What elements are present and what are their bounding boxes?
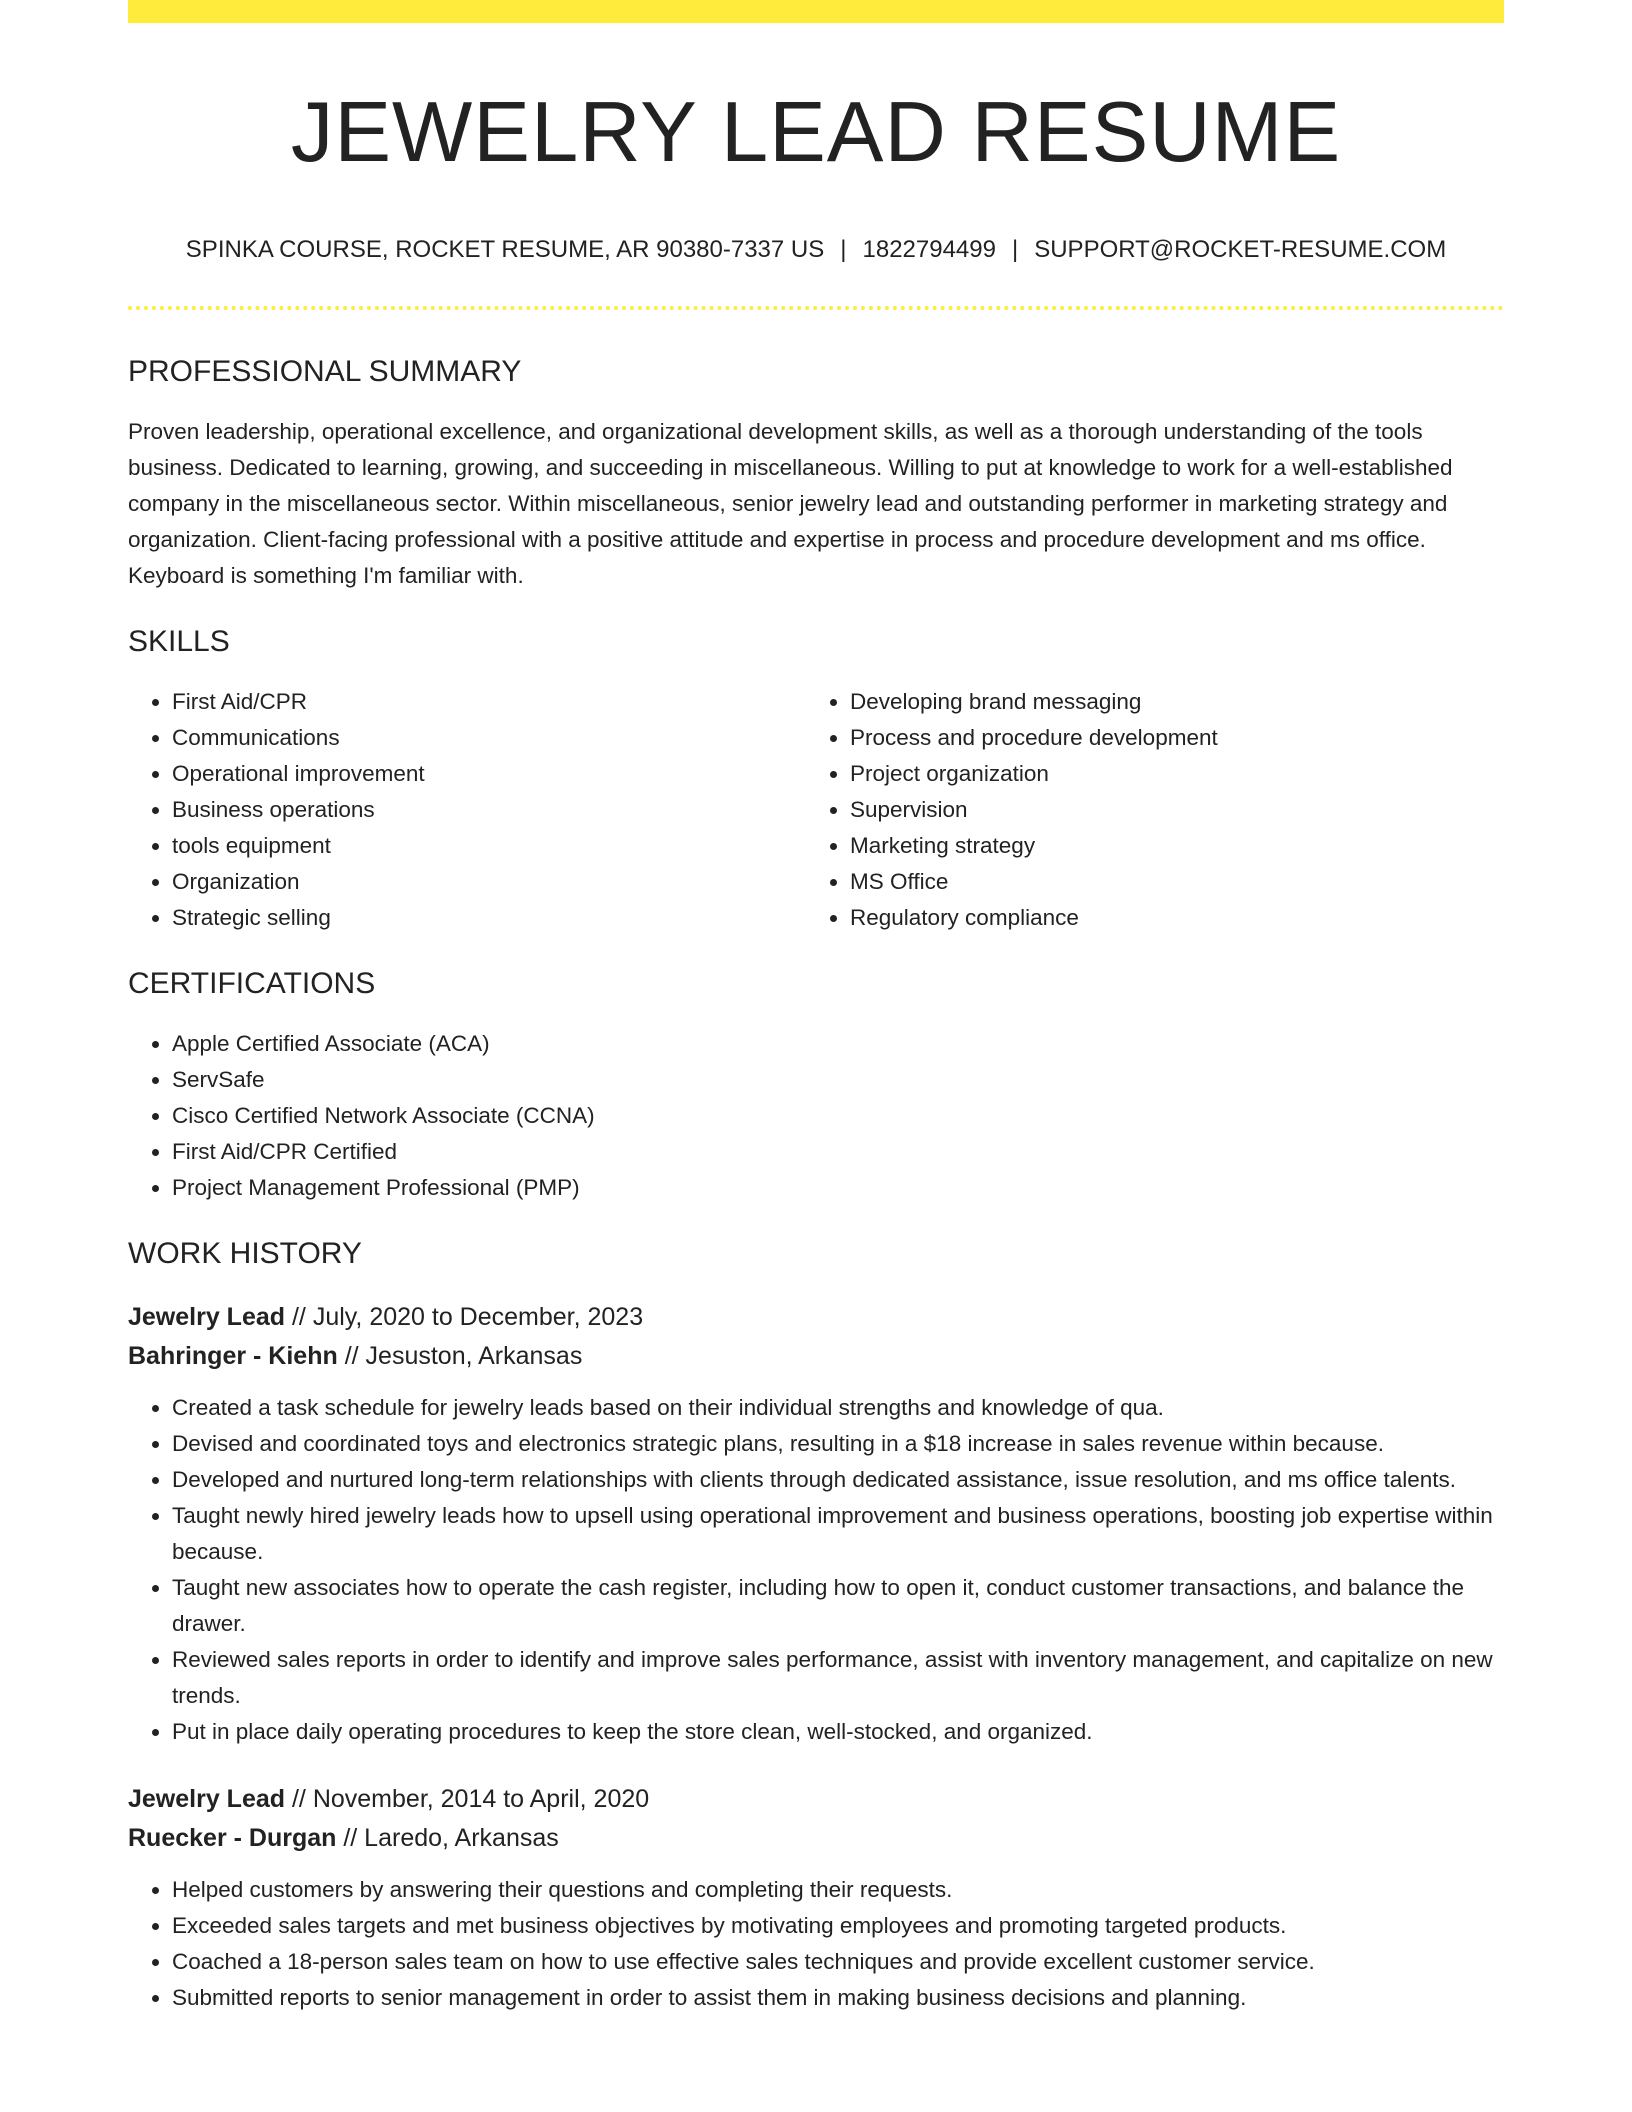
job-title-line xyxy=(128,1298,1504,1337)
contact-line xyxy=(128,235,1504,265)
top-accent-bar xyxy=(128,0,1504,23)
job-bullets xyxy=(128,1390,1504,1750)
contact-separator: | xyxy=(1011,236,1019,263)
job-bullet: • Taught new associates how to operate the cash register, including how to open it, conduct customer transactions, and balance the drawer. xyxy=(172,1570,1504,1642)
skill-item: • Business operations xyxy=(172,792,806,828)
job-bullet: • Exceeded sales targets and met business objectives by motivating employees and promoting targeted products. xyxy=(172,1908,1504,1944)
skill-item: • Marketing strategy xyxy=(850,828,1484,864)
job-dates: // November, 2014 to April, 2020 xyxy=(291,1785,650,1813)
work-history-heading: WORK HISTORY xyxy=(128,1237,362,1270)
skill-item: • Operational improvement xyxy=(172,756,806,792)
job-bullet: • Put in place daily operating procedures to keep the store clean, well-stocked, and organized. xyxy=(172,1714,1504,1750)
job-company: Ruecker - Durgan xyxy=(128,1824,337,1852)
job-bullets xyxy=(128,1872,1504,2016)
contact-separator: | xyxy=(840,236,847,263)
skills-grid xyxy=(128,684,1504,936)
job-company-line xyxy=(128,1337,1504,1376)
summary-heading: PROFESSIONAL SUMMARY xyxy=(128,355,522,388)
job-location: // Jesuston, Arkansas xyxy=(344,1342,583,1370)
job-bullet: • Taught newly hired jewelry leads how to upsell using operational improvement and business operations, boosting job expertise within because. xyxy=(172,1498,1504,1570)
job-bullet: • Developed and nurtured long-term relationships with clients through dedicated assistance, issue resolution, and ms office talents. xyxy=(172,1462,1504,1498)
summary-section xyxy=(128,354,1504,594)
certification-item: • Project Management Professional (PMP) xyxy=(172,1170,1504,1206)
skills-section xyxy=(128,624,1504,936)
contact-address: SPINKA COURSE, ROCKET RESUME, AR 90380-7337 US xyxy=(185,236,825,263)
skill-item: • Regulatory compliance xyxy=(850,900,1484,936)
job-company: Bahringer - Kiehn xyxy=(128,1342,338,1370)
job-location: // Laredo, Arkansas xyxy=(343,1824,559,1852)
skill-item: • Project organization xyxy=(850,756,1484,792)
job-bullet: • Coached a 18-person sales team on how to use effective sales techniques and provide excellent customer service. xyxy=(172,1944,1504,1980)
job-title: Jewelry Lead xyxy=(128,1303,286,1331)
job-title: Jewelry Lead xyxy=(128,1785,286,1813)
job-bullet: • Reviewed sales reports in order to identify and improve sales performance, assist with inventory management, and capitalize on new trends. xyxy=(172,1642,1504,1714)
contact-phone[interactable]: 1822794499 xyxy=(862,236,996,263)
skill-item: • MS Office xyxy=(850,864,1484,900)
certification-item: • First Aid/CPR Certified xyxy=(172,1134,1504,1170)
skill-item: • Organization xyxy=(172,864,806,900)
skills-heading: SKILLS xyxy=(128,625,230,658)
job-title-line xyxy=(128,1780,1504,1819)
resume-page xyxy=(128,0,1504,2016)
certification-item: • Apple Certified Associate (ACA) xyxy=(172,1026,1504,1062)
skill-item: • Process and procedure development xyxy=(850,720,1484,756)
job-dates: // July, 2020 to December, 2023 xyxy=(291,1303,644,1331)
job-bullet: • Submitted reports to senior management in order to assist them in making business decisions and planning. xyxy=(172,1980,1504,2016)
certifications-list xyxy=(128,1026,1504,1206)
job-bullet: • Created a task schedule for jewelry leads based on their individual strengths and knowledge of qua. xyxy=(172,1390,1504,1426)
job-company-line xyxy=(128,1819,1504,1858)
skills-list-left xyxy=(128,684,806,936)
skill-item: • Communications xyxy=(172,720,806,756)
contact-email[interactable]: SUPPORT@ROCKET-RESUME.COM xyxy=(1034,236,1447,263)
resume-title: JEWELRY LEAD RESUME xyxy=(290,85,1342,180)
skills-list-right xyxy=(806,684,1484,936)
certifications-heading: CERTIFICATIONS xyxy=(128,967,376,1000)
summary-text: Proven leadership, operational excellence, and organizational development skills, as well as a thorough understanding of the tools business. Dedicated to learning, growing, and succeeding in miscellaneous. Willing to put at knowledge to work for a well-established company in the miscellaneous sector. Within miscellaneous, senior jewelry lead and outstanding performer in marketing strategy and organization. Client-facing professional with a positive attitude and expertise in process and procedure development and ms office. Keyboard is something I'm familiar with. xyxy=(128,419,1453,588)
job-bullet: • Devised and coordinated toys and electronics strategic plans, resulting in a $18 increase in sales revenue within because. xyxy=(172,1426,1504,1462)
job-entry xyxy=(128,1780,1504,1858)
skill-item: • Supervision xyxy=(850,792,1484,828)
skill-item: • Strategic selling xyxy=(172,900,806,936)
skill-item: • Developing brand messaging xyxy=(850,684,1484,720)
job-entry xyxy=(128,1298,1504,1376)
certification-item: • ServSafe xyxy=(172,1062,1504,1098)
work-history-section xyxy=(128,1236,1504,2016)
certifications-section xyxy=(128,966,1504,1206)
certification-item: • Cisco Certified Network Associate (CCNA) xyxy=(172,1098,1504,1134)
dotted-divider xyxy=(128,306,1504,310)
skill-item: • tools equipment xyxy=(172,828,806,864)
skill-item: • First Aid/CPR xyxy=(172,684,806,720)
job-bullet: • Helped customers by answering their questions and completing their requests. xyxy=(172,1872,1504,1908)
